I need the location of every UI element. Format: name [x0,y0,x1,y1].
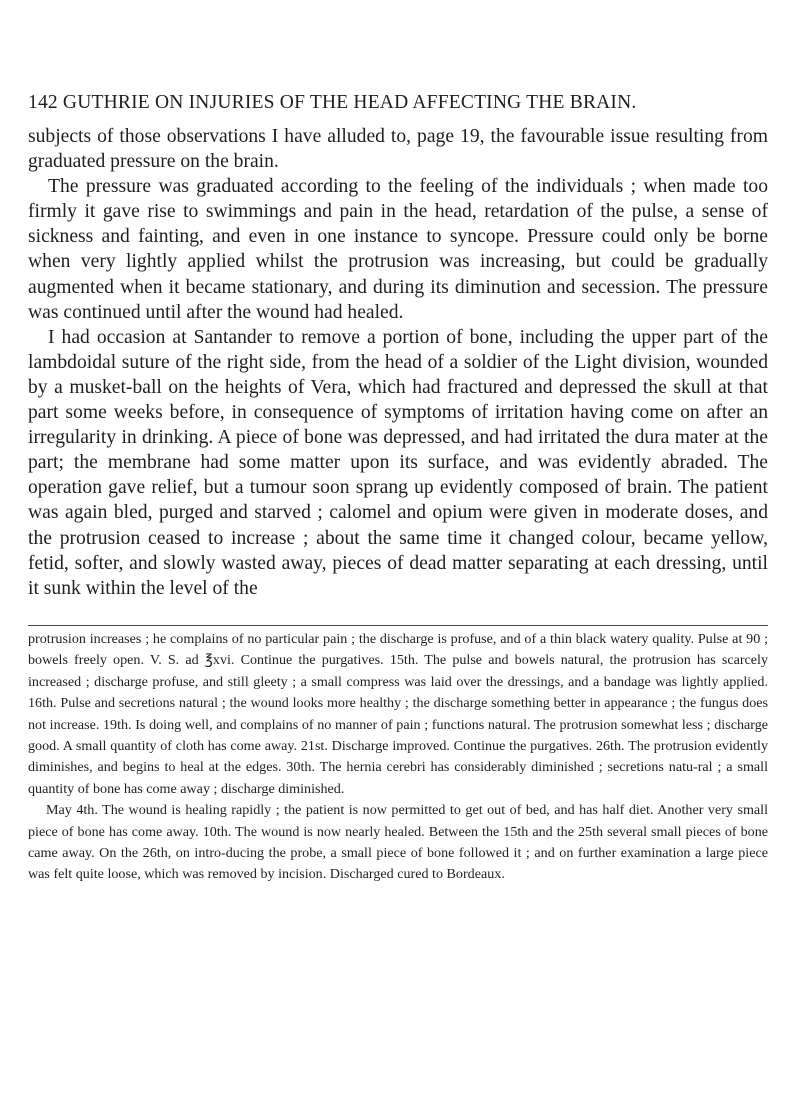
footnote-divider [28,625,768,626]
footnote-paragraph: protrusion increases ; he complains of no particular pain ; the discharge is profuse, and of a thin black watery quality. Pulse at 90 ; bowels freely open. V. S. ad ℥xvi. Continue the purgatives. 15th. The pulse and bowels natural, the protrusion has scarcely increased ; discharge profuse, and still gleety ; a small compress was laid over the dressings, and a bandage was lightly applied. 16th. Pulse and secretions natural ; the wound looks more healthy ; the discharge something better in appearance ; the fungus does not increase. 19th. Is doing well, and complains of no manner of pain ; functions natural. The protrusion somewhat less ; discharge good. A small quantity of cloth has come away. 21st. Discharge improved. Continue the purgatives. 26th. The protrusion evidently diminishes, and begins to heal at the edges. 30th. The hernia cerebri has considerably diminished ; secretions natu-ral ; a small quantity of bone has come away ; discharge diminished. [28,631,768,797]
main-paragraph: I had occasion at Santander to remove a portion of bone, including the upper part of the lambdoidal suture of the right side, from the head of a soldier of the Light division, wounded by a musket-ball on the heights of Vera, which had fractured and depressed the skull at that part some weeks before, in consequence of symptoms of irritation having come on after an irregularity in drinking. A piece of bone was depressed, and had irritated the dura mater at the part; the membrane had some matter upon its surface, and was evidently abraded. The operation gave relief, but a tumour soon sprang up evidently composed of brain. The patient was again bled, purged and starved ; calomel and opium were given in moderate doses, and the protrusion ceased to increase ; about the same time it changed colour, became yellow, fetid, softer, and slowly wasted away, pieces of dead matter separating at each dressing, until it sunk within the level of the [28,326,768,599]
footnote [28,629,768,886]
footnote-paragraph: May 4th. The wound is healing rapidly ; the patient is now permitted to get out of bed, and has half diet. Another very small piece of bone has come away. 10th. The wound is now nearly healed. Between the 15th and the 25th several small pieces of bone came away. On the 26th, on intro-ducing the probe, a small piece of bone followed it ; and on further examination a large piece was felt quite loose, which was removed by incision. Discharged cured to Bordeaux. [28,802,768,883]
main-paragraph: subjects of those observations I have alluded to, page 19, the favourable issue resulting from graduated pressure on the brain. [28,126,768,173]
main-paragraph: The pressure was graduated according to the feeling of the individuals ; when made too firmly it gave rise to swimmings and pain in the head, retardation of the pulse, a sense of sickness and fainting, and even in one instance to syncope. Pressure could only be borne when very lightly applied whilst the protrusion was increasing, but could be gradually augmented when it became stationary, and during its diminution and secession. The pressure was continued until after the wound had healed. [28,176,768,323]
running-head: 142 GUTHRIE ON INJURIES OF THE HEAD AFFECTING THE BRAIN. [28,92,637,113]
main-text [28,124,768,601]
